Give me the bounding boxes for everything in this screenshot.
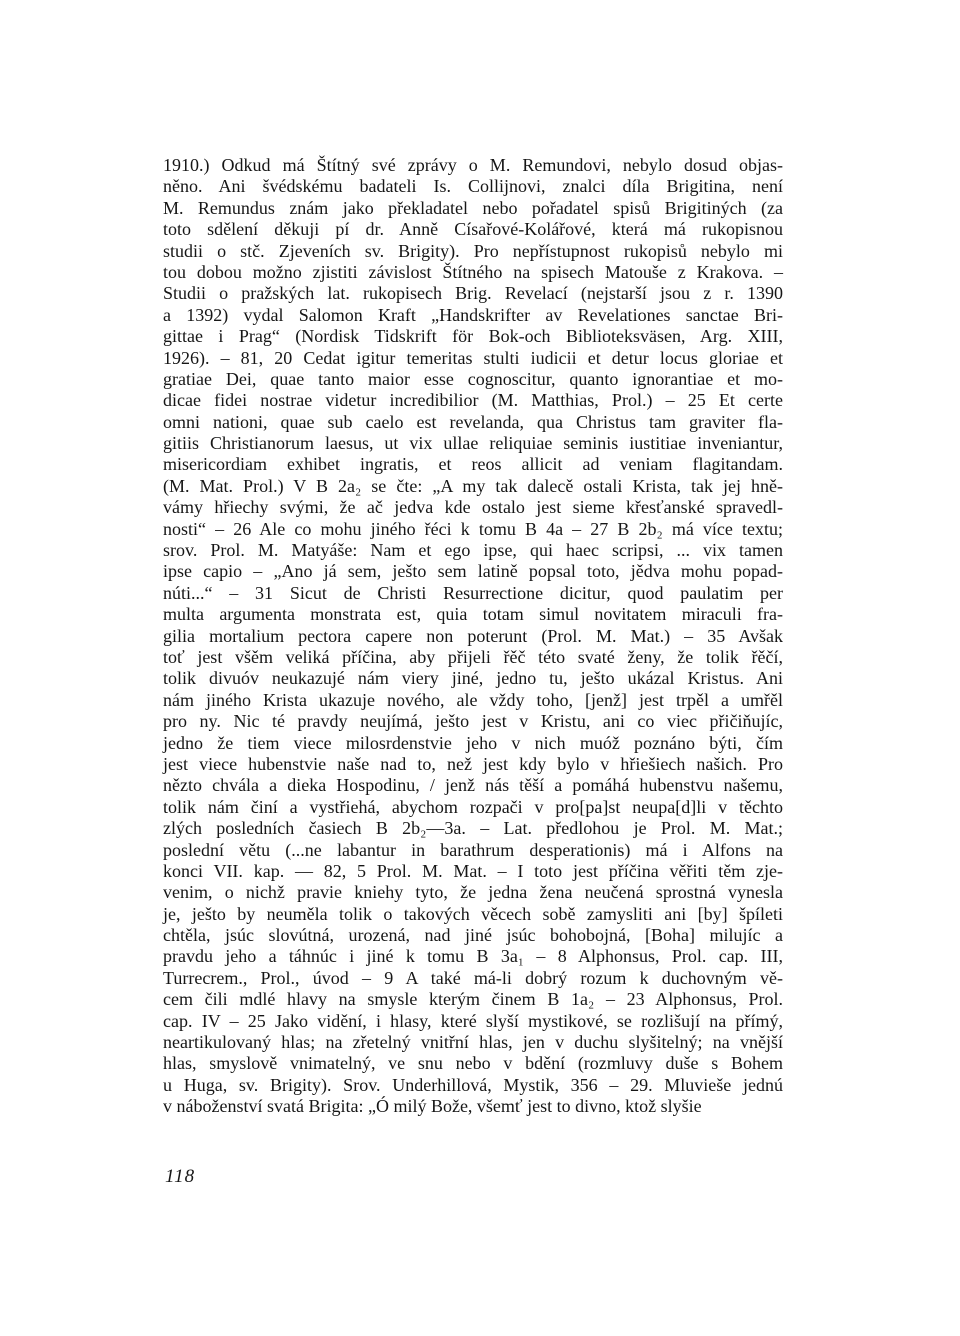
text-line: v náboženství svatá Brigita: „Ó milý Bože, všemť jest to divno, ktož slyšie	[163, 1096, 702, 1117]
text-line: Turrecrem., Prol., úvod – 9 A také má-li dobrý rozum k duchovným vě-	[163, 967, 783, 988]
text-line: gittae i Prag“ (Nordisk Tidskrift för Bok-och Biblioteksväsen, Arg. XIII,	[163, 326, 783, 347]
text-line: omni nationi, quae sub caelo est revelanda, qua Christus tam graviter fla-	[163, 411, 783, 432]
text-line: gitiis Christianorum laesus, ut vix ullae reliquiae seminis iustitiae inveniantur,	[163, 433, 783, 454]
text-line: a 1392) vydal Salomon Kraft „Handskrifter av Revelationes sanctae Bri-	[163, 304, 783, 325]
text-line: multa argumenta monstrata est, quia totam simul novitatem miraculi fra-	[163, 604, 783, 625]
text-line: toto sdělení děkuji pí dr. Anně Císařové-Kolářové, která má rukopisnou	[163, 219, 783, 240]
text-line: studii o stč. Zjeveních sv. Brigity). Pro nepřístupnost rukopisů nebylo mi	[163, 240, 783, 261]
page-number: 118	[165, 1166, 196, 1187]
text-line: zlých posledních časiech B 2b₂—3a. – Lat. předlohou je Prol. M. Mat.;	[163, 818, 783, 839]
text-line: Studii o pražských lat. rukopisech Brig. Revelací (nejstarší jsou z r. 1390	[163, 283, 783, 304]
text-line: poslední větu (...ne labantur in barathrum desperationis) má i Alfons na	[163, 839, 783, 860]
text-line: chtěla, jsúc slovútná, urozená, nad jiné jsúc bohobojná, [Boha] milujíc a	[163, 925, 783, 946]
text-line: ipse capio – „Ano já sem, ješto sem latině popsal toto, jědva mohu popad-	[163, 561, 783, 582]
text-line: M. Remundus znám jako překladatel nebo pořadatel spisů Brigitiných (za	[163, 197, 783, 218]
text-line: venim, o nichž pravie kniehy tyto, že jedna žena neučená sprostná vynesla	[163, 882, 783, 903]
text-line: tou dobou možno zjistiti závislost Štítného na spisech Matouše z Krakova. –	[163, 261, 783, 282]
text-line: nězto chvála a dieka Hospodinu, / jenž nás těší a pomáhá hubenstvu našemu,	[163, 775, 783, 796]
text-line: cem čili mdlé hlavy na smysle kterým činem B 1a₂ – 23 Alphonsus, Prol.	[163, 989, 783, 1010]
text-line: jedno že tiem viece milosrdenstvie jeho v nich muóž poznáno býti, čím	[163, 732, 783, 753]
text-line: je, ješto by neuměla tolik o takových věcech sobě zamysliti ani [by] špíleti	[163, 903, 783, 924]
text-line: u Huga, sv. Brigity). Srov. Underhillová, Mystik, 356 – 29. Mluviešе jednú	[163, 1074, 783, 1095]
text-line: srov. Prol. M. Matyáše: Nam et ego ipse, qui haec scripsi, ... vix tamen	[163, 540, 783, 561]
text-line: vámy hřiechy svými, že ač jedva kde ostalo jest sieme křesťanské spravedl-	[163, 497, 783, 518]
text-line: núti...“ – 31 Sicut de Christi Resurrectione dicitur, quod paulatim per	[163, 582, 783, 603]
text-line: cap. IV – 25 Jako vidění, i hlasy, které slyší mystikové, se rozlišují na přímý,	[163, 1010, 783, 1031]
text-line: pro ny. Nic té pravdy neujímá, ješto jest v Kristu, ani co viec přičiňujíc,	[163, 711, 783, 732]
text-line: gratiae Dei, quae tanto maior esse cognoscitur, quanto ignorantiae et mo-	[163, 368, 783, 389]
body-text	[163, 155, 783, 1118]
text-line: hlas, smyslově vnimatelný, ve snu nebo v bdění (rozmluvy duše s Bohem	[163, 1053, 783, 1074]
text-line: dicae fidei nostrae videtur incredibilior (M. Matthias, Prol.) – 25 Et certe	[163, 390, 783, 411]
text-line: nosti“ – 26 Ale co mohu jiného řéci k tomu B 4a – 27 B 2b₂ má více textu;	[163, 518, 783, 539]
text-line: 1910.) Odkud má Štítný své zprávy o M. Remundovi, nebylo dosud objas-	[163, 155, 783, 175]
text-line: jest viece hubenstvie naše nad to, než jest kdy bylo v hřiešiech našich. Pro	[163, 753, 783, 774]
text-line: něno. Ani švédskému badateli Is. Collijnovi, znalci díla Brigitina, není	[163, 176, 783, 197]
text-line: 1926). – 81, 20 Cedat igitur temeritas stulti iudicii et detur locus gloriae et	[163, 347, 783, 368]
text-line: gilia mortalium pectora capere non poterunt (Prol. M. Mat.) – 35 Avšak	[163, 625, 783, 646]
text-line: tolik divuóv neukazujé nám viery jiné, jedno tu, ješto ukázal Kristus. Ani	[163, 668, 783, 689]
text-line: (M. Mat. Prol.) V B 2a₂ se čte: „A my tak dalecě ostali Krista, tak jej hně-	[163, 475, 783, 496]
text-line: toť jest všěm veliká příčina, aby přijeli řěč této svaté ženy, že tolik řěčí,	[163, 646, 783, 667]
text-line: neartikulovaný hlas; na zřetelný vnitřní hlas, jen v duchu slyšitelný; na vnější	[163, 1032, 783, 1053]
text-line: pravdu jeho a táhnúc i jiné k tomu B 3a₁ – 8 Alphonsus, Prol. cap. III,	[163, 946, 783, 967]
text-line: nám jiného Krista ukazuje nového, ale vždy toho, [jenž] jest trpěl a umřěl	[163, 689, 783, 710]
text-line: misericordiam exhibet ingratis, et reos allicit ad veniam flagitandam.	[163, 454, 783, 475]
text-line: konci VII. kap. — 82, 5 Prol. M. Mat. – I toto jest příčina věřiti těm zje-	[163, 860, 783, 881]
text-line: tolik nám činí a vystřiehá, abychom rozpači v pro[pa]st neupa[d]li v těchto	[163, 796, 783, 817]
